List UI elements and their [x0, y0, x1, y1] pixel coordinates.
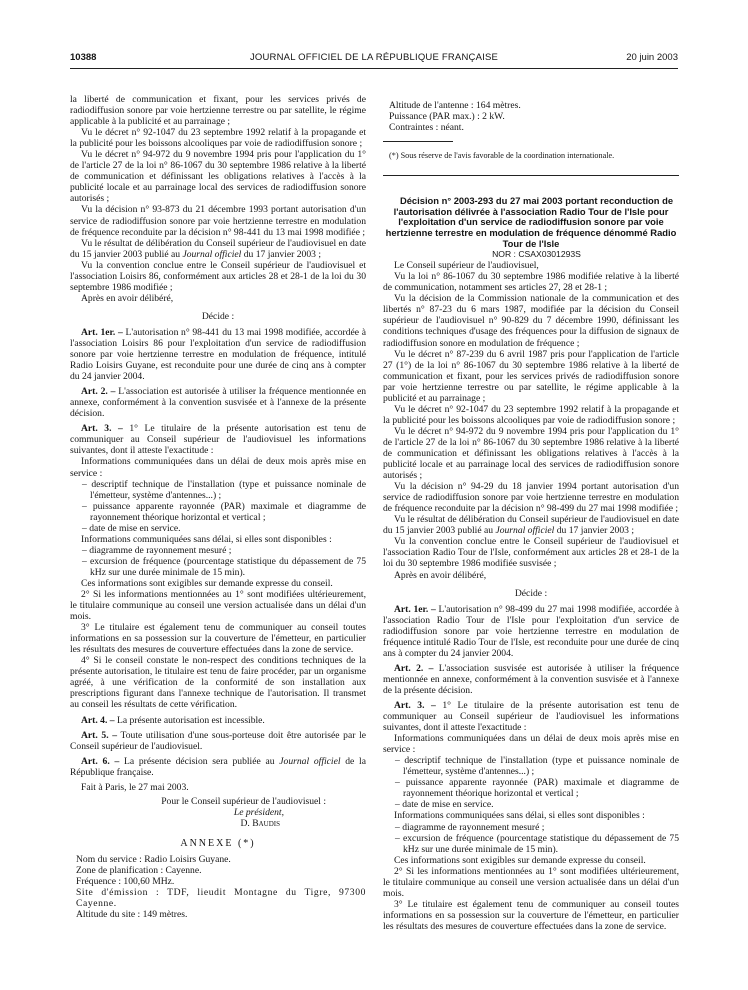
list-item: – descriptif technique de l'installation (type et puissance nominale de l'émetteur, système d'antennes...) ;: [82, 478, 366, 501]
annexe-line: Altitude de l'antenne : 164 mètres.: [389, 100, 521, 111]
paragraph: Vu le décret n° 94-972 du 9 novembre 1994 pris pour l'application du 1° de l'article 27 de la loi n° 86-1067 du 30 septembre 1986 relative à la liberté de communication et définissant les obligations relatives à l'accès à la publicité locale et au parrainage local des services de radiodiffusion sonore autorisés ;: [70, 149, 366, 205]
footnote: (*) Sous réserve de l'avis favorable de la coordination internationale.: [389, 151, 615, 161]
list-item: – puissance apparente rayonnée (PAR) maximale et diagramme de rayonnement théorique horizontal et vertical ;: [82, 500, 366, 523]
paragraph: 3° Le titulaire est également tenu de communiquer au conseil toutes informations en sa possession sur la couverture de l'émetteur, en particulier les résultats des mesures de couverture effectuées dans la zone de service.: [70, 622, 366, 656]
page-number: 10388: [70, 52, 97, 63]
paragraph: Le Conseil supérieur de l'audiovisuel,: [394, 260, 539, 272]
signature-role: Le président,: [233, 806, 284, 818]
paragraph: Après en avoir délibéré,: [394, 569, 487, 581]
annexe-line: Puissance (PAR max.) : 2 kW.: [389, 111, 505, 123]
footnote-rule: [383, 141, 453, 142]
list-item: – excursion de fréquence (pourcentage statistique du dépassement de 75 kHz sur une durée minimale de 15 min).: [82, 555, 366, 578]
decide-heading: Décide :: [201, 310, 235, 322]
annexe-line: Nom du service : Radio Loisirs Guyane.: [76, 854, 231, 865]
article-1: Art. 1er. – L'autorisation n° 98-441 du 13 mai 1998 modifiée, accordée à l'association Loisirs 86 pour l'exploitation d'un service de radiodiffusion sonore par voie hertzienne terrestre en modulation de fréquence, intitulé Radio Loisirs Guyane, est reconduite pour une durée de cinq ans à compter du 24 janvier 2004.: [70, 326, 366, 383]
paragraph: Informations communiquées dans un délai de deux mois après mise en service :: [70, 456, 366, 479]
paragraph: Informations communiquées dans un délai de deux mois après mise en service :: [383, 733, 679, 756]
paragraph: Vu la loi n° 86-1067 du 30 septembre 1986 modifiée relative à la liberté de communication, notamment ses articles 27, 28 et 28-1 ;: [383, 271, 679, 294]
list-item: – puissance apparente rayonnée (PAR) maximale et diagramme de rayonnement théorique horizontal et vertical ;: [395, 777, 679, 800]
article-3: Art. 3. – 1° Le titulaire de la présente autorisation est tenu de communiquer au Conseil supérieur de l'audiovisuel les informations suivantes, dont il atteste l'exactitude :: [383, 699, 679, 734]
paragraph: 4° Si le conseil constate le non-respect des conditions techniques de la présente autorisation, le titulaire est tenu de faire procéder, par un organisme agréé, à une vérification de la conformité de son installation aux prescriptions figurant dans l'annexe technique de l'autorisation. Il transmet au conseil les résultats de cette vérification.: [70, 655, 366, 711]
annexe-line: Altitude du site : 149 mètres.: [76, 909, 188, 921]
paragraph: Vu le résultat de délibération du Conseil supérieur de l'audiovisuel en date du 15 janvier 2003 publié au Journal officiel du 17 janvier 2003 ;: [383, 514, 679, 537]
paragraph: Vu la convention conclue entre le Conseil supérieur de l'audiovisuel et l'association Radio Tour de l'Isle, conformément aux articles 28 et 28-1 de la loi du 30 septembre 1986 modifiée susvisée ;: [383, 536, 679, 570]
nor-reference: NOR : CSAX0301293S: [492, 249, 581, 260]
paragraph: Informations communiquées sans délai, si elles sont disponibles :: [81, 533, 332, 545]
paragraph: 2° Si les informations mentionnées au 1° sont modifiées ultérieurement, le titulaire communique au conseil une version actualisée dans un délai d'un mois.: [383, 865, 679, 899]
list-item: – diagramme de rayonnement mesuré ;: [395, 821, 545, 833]
list-item: – diagramme de rayonnement mesuré ;: [82, 544, 232, 556]
paragraph: Vu la décision n° 93-873 du 21 décembre 1993 portant autorisation d'un service de radiodiffusion sonore par voie hertzienne terrestre en modulation de fréquence reconduite par la décision n° 98-441 du 13 mai 1998 modifiée ;: [70, 204, 366, 238]
issue-date: 20 juin 2003: [626, 52, 678, 63]
paragraph: Ces informations sont exigibles sur demande expresse du conseil.: [81, 577, 333, 589]
list-item: – descriptif technique de l'installation (type et puissance nominale de l'émetteur, système d'antennes...) ;: [395, 755, 679, 778]
list-item: – date de mise en service.: [395, 799, 494, 811]
paragraph: Vu le décret n° 92-1047 du 23 septembre 1992 relatif à la propagande et la publicité pour les boissons alcooliques par voie de radiodiffusion sonore ;: [383, 403, 679, 426]
paragraph: Vu le décret n° 94-972 du 9 novembre 1994 pris pour l'application du 1° de l'article 27 de la loi n° 86-1067 du 30 septembre 1986 relative à la liberté de communication et définissant les obligations relatives à l'accès à la publicité locale et au parrainage local des services de radiodiffusion sonore autorisés ;: [383, 425, 679, 482]
article-3: Art. 3. – 1° Le titulaire de la présente autorisation est tenu de communiquer au Conseil supérieur de l'audiovisuel les informations suivantes, dont il atteste l'exactitude :: [70, 423, 366, 457]
right-column: [383, 100, 679, 932]
signature-name: D. Baudis: [240, 817, 280, 829]
article-2: Art. 2. – L'association est autorisée à utiliser la fréquence mentionnée en annexe, conformément à la convention susvisée et à l'annexe de la présente décision.: [70, 386, 366, 420]
article-2: Art. 2. – L'association susvisée est autorisée à utiliser la fréquence mentionnée en annexe, conformément à la convention susvisée et à l'annexe de la présente décision.: [383, 662, 679, 696]
paragraph: Informations communiquées sans délai, si elles sont disponibles :: [394, 810, 645, 822]
annexe-line: Fréquence : 100,60 MHz.: [76, 876, 175, 888]
page-header: [70, 52, 678, 66]
paragraph: Vu la décision n° 94-29 du 18 janvier 1994 portant autorisation d'un service de radiodiffusion sonore par voie hertzienne terrestre en modulation de fréquence reconduite par la décision n° 98-499 du 27 mai 1998 modifiée ;: [383, 481, 679, 515]
section-rule: [383, 175, 679, 176]
paragraph: Vu la convention conclue entre le Conseil supérieur de l'audiovisuel et l'association Loisirs 86, conformément aux articles 28 et 28-1 de la loi du 30 septembre 1986 modifiée ;: [70, 259, 366, 293]
annexe-title: ANNEXE (*): [180, 837, 256, 849]
annexe-line: Site d'émission : TDF, lieudit Montagne du Tigre, 97300 Cayenne.: [76, 887, 366, 910]
journal-title: JOURNAL OFFICIEL DE LA RÉPUBLIQUE FRANÇAISE: [249, 52, 499, 63]
paragraph: Vu le résultat de délibération du Conseil supérieur de l'audiovisuel en date du 15 janvier 2003 publié au Journal officiel du 17 janvier 2003 ;: [70, 237, 366, 260]
signature-date: Fait à Paris, le 27 mai 2003.: [81, 781, 189, 793]
article-5: Art. 5. – Toute utilisation d'une sous-porteuse doit être autorisée par le Conseil supérieur de l'audiovisuel.: [70, 729, 366, 752]
article-1: Art. 1er. – L'autorisation n° 98-499 du 27 mai 1998 modifiée, accordée à l'association Radio Tour de l'Isle pour l'exploitation d'un service de radiodiffusion sonore par voie hertzienne terrestre en modulation de fréquence intitulé Radio Tour de l'Isle, est reconduite pour une durée de cinq ans à compter du 24 janvier 2004.: [383, 603, 679, 659]
paragraph: Vu la décision de la Commission nationale de la communication et des libertés n° 87-23 du 6 mars 1987, modifiée par la décision du Conseil supérieur de l'audiovisuel n° 90-829 du 7 décembre 1990, définissant les conditions techniques d'usage des fréquences pour la diffusion de signaux de radiodiffusion sonore en modulation de fréquence ;: [383, 293, 679, 349]
decision-title: Décision n° 2003-293 du 27 mai 2003 portant reconduction de l'autorisation délivrée à l'association Radio Tour de l'Isle pour l'exploitation d'un service de radiodiffusion sonore par voie hertzienne terrestre en modulation de fréquence dénommé Radio Tour de l'Isle: [385, 195, 677, 249]
decide-heading: Décide :: [514, 587, 548, 599]
annexe-line: Zone de planification : Cayenne.: [76, 865, 202, 877]
header-rule: [70, 68, 678, 69]
list-item: – excursion de fréquence (pourcentage statistique du dépassement de 75 kHz sur une durée minimale de 15 min).: [395, 832, 679, 855]
article-4: Art. 4. – La présente autorisation est incessible.: [81, 714, 265, 726]
left-column: [70, 94, 366, 920]
article-6: Art. 6. – La présente décision sera publiée au Journal officiel de la République française.: [70, 755, 366, 778]
paragraph: Vu le décret n° 87-239 du 6 avril 1987 pris pour l'application de l'article 27 (1°) de la loi n° 86-1067 du 30 septembre 1986 relative à la liberté de communication et fixant, pour les services privés de radiodiffusion sonore par voie hertzienne terrestre ou par satellite, le régime applicable à la publicité et au parrainage ;: [383, 348, 679, 404]
paragraph: Ces informations sont exigibles sur demande expresse du conseil.: [394, 854, 646, 866]
signature-authority: Pour le Conseil supérieur de l'audiovisuel :: [161, 795, 326, 807]
paragraph: Vu le décret n° 92-1047 du 23 septembre 1992 relatif à la propagande et la publicité pour les boissons alcooliques par voie de radiodiffusion sonore ;: [70, 127, 366, 150]
list-item: – date de mise en service.: [82, 522, 181, 534]
annexe-line: Contraintes : néant.: [389, 122, 464, 134]
paragraph: Après en avoir délibéré,: [81, 292, 174, 304]
paragraph: 2° Si les informations mentionnées au 1° sont modifiées ultérieurement, le titulaire communique au conseil une version actualisée dans un délai d'un mois.: [70, 589, 366, 623]
paragraph: la liberté de communication et fixant, pour les services privés de radiodiffusion sonore par voie hertzienne terrestre ou par satellite, le régime applicable à la publicité et au parrainage ;: [70, 94, 366, 128]
paragraph: 3° Le titulaire est également tenu de communiquer au conseil toutes informations en sa possession sur la couverture de l'émetteur, en particulier les résultats des mesures de couverture effectuées dans la zone de service.: [383, 898, 679, 932]
